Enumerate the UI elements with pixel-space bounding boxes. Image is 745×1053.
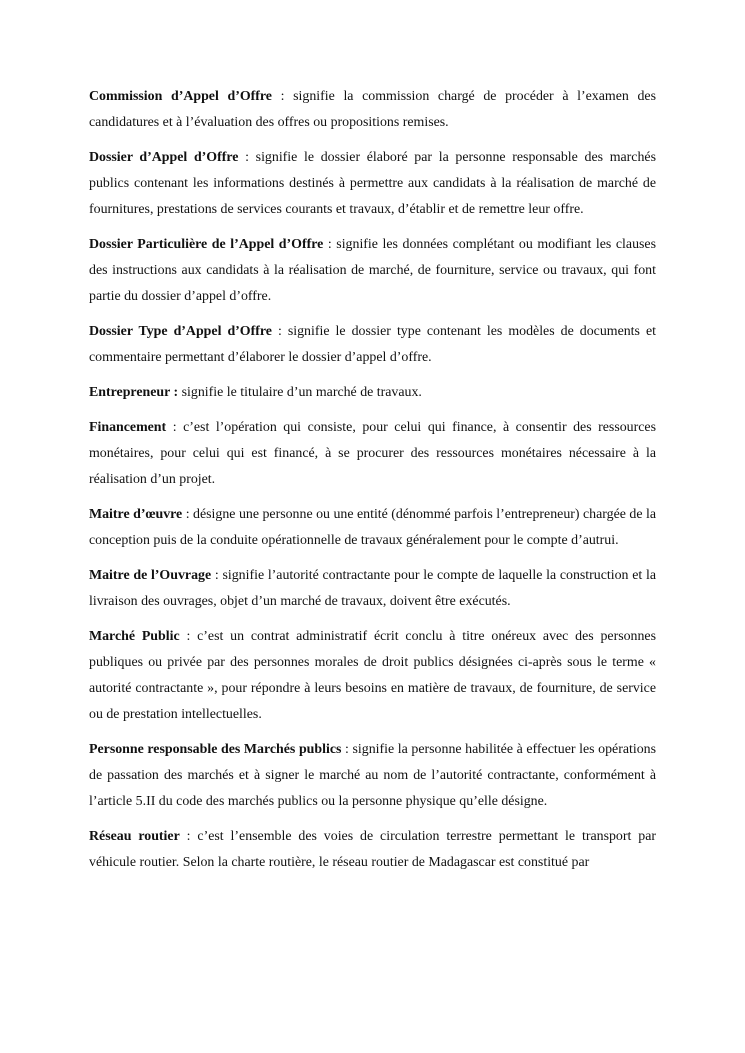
definition-term: Dossier Type d’Appel d’Offre [89,324,272,339]
definition-entry [89,502,656,554]
definition-text: : signifie les données complétant ou modifiant les clauses des instructions aux candidats à la réalisation de marché, de fourniture, service ou travaux, qui font partie du dossier d’appel d’offre. [89,237,657,304]
definition-text: : signifie l’autorité contractante pour le compte de laquelle la construction et la livraison des ouvrages, objet d’un marché de travaux, doivent être exécutés. [89,568,656,609]
definition-term: Dossier Particulière de l’Appel d’Offre [89,237,324,252]
definition-entry [89,380,656,406]
definition-entry [89,319,656,371]
definition-entry [89,232,656,310]
definition-entry [89,737,656,815]
definition-text: : c’est l’ensemble des voies de circulation terrestre permettant le transport par véhicule routier. Selon la charte routière, le réseau routier de Madagascar est constitué par [89,829,656,870]
definition-term: Maitre d’œuvre [89,507,183,522]
definition-text: : c’est un contrat administratif écrit conclu à titre onéreux avec des personnes publiques ou privée par des personnes morales de droit publics désignées ci-après sous le terme « autorité contractante », pour répondre à leurs besoins en matière de travaux, de fourniture, de service ou de prestation intellectuelles. [89,629,657,722]
definition-text: : signifie la personne habilitée à effectuer les opérations de passation des marchés et à signer le marché au nom de l’autorité contractante, conformément à l’article 5.II du code des marchés publics ou la personne physique qu’elle désigne. [89,742,656,809]
definition-entry [89,824,656,876]
definition-text: : signifie le dossier type contenant les modèles de documents et commentaire permettant d’élaborer le dossier d’appel d’offre. [89,324,656,365]
definition-text: : c’est l’opération qui consiste, pour celui qui finance, à consentir des ressources monétaires, pour celui qui est financé, à se procurer des ressources monétaires nécessaire à la réalisation d’un projet. [89,420,656,487]
definition-entry [89,84,656,136]
definition-entry [89,563,656,615]
definition-term: Entrepreneur : [89,385,179,400]
document-page [89,84,656,885]
definition-text: : signifie la commission chargé de procéder à l’examen des candidatures et à l’évaluation des offres ou propositions remises. [89,89,656,130]
definition-text: : désigne une personne ou une entité (dénommé parfois l’entrepreneur) chargée de la conception puis de la conduite opérationnelle de travaux généralement pour le compte d’autrui. [89,507,656,548]
definition-text: signifie le titulaire d’un marché de travaux. [178,385,422,400]
definition-term: Dossier d’Appel d’Offre [89,150,239,165]
definition-text: : signifie le dossier élaboré par la personne responsable des marchés publics contenant les informations destinés à permettre aux candidats à la réalisation de marché de fournitures, prestations de services courants et travaux, d’établir et de remettre leur offre. [89,150,656,217]
definition-term: Personne responsable des Marchés publics [89,742,342,757]
definition-term: Commission d’Appel d’Offre [89,89,272,104]
definition-term: Marché Public [89,629,180,644]
definition-term: Réseau routier [89,829,180,844]
definition-entry [89,145,656,223]
definition-entry [89,624,656,728]
definition-term: Maitre de l’Ouvrage [89,568,212,583]
definition-term: Financement [89,420,167,435]
definition-entry [89,415,656,493]
